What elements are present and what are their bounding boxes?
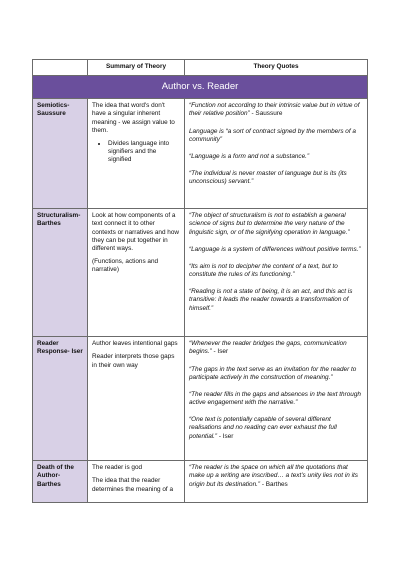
quote-text: “Language is a form and not a substance.” (189, 152, 310, 160)
quotes-cell (185, 337, 368, 461)
summary-cell (88, 99, 185, 209)
summary-text: (Functions, actions and narrative) (92, 258, 159, 274)
quote (189, 366, 363, 382)
table-row (33, 337, 368, 461)
quotes-cell (185, 461, 368, 503)
quote-attribution: - Saussure (249, 110, 283, 118)
summary-cell (88, 209, 185, 337)
quote-text: “One text is potentially capable of several different realisations and no reading can ever exhaust the full potential.” (189, 416, 337, 440)
quote-text: “Its aim is not to decipher the content of a text, but to constitute the rules of its functioning.” (189, 262, 338, 279)
summary-cell (88, 461, 185, 503)
quote (189, 391, 363, 407)
theory-name: Death of the Author- Barthes (33, 461, 88, 503)
quote (189, 212, 363, 237)
section-banner-row (33, 76, 368, 99)
table-row (33, 99, 368, 209)
quote (189, 340, 363, 356)
header-row (33, 60, 368, 76)
quote-text: “The object of structuralism is not to establish a general science of signs but to determine the very nature of the linguistic sign, or of the signifying operation in language.” (189, 212, 350, 236)
theory-name: Reader Response- Iser (33, 337, 88, 461)
quote (189, 416, 363, 441)
quotes-cell (185, 209, 368, 337)
quote (189, 263, 363, 279)
quote-text: Language is “a sort of contract signed by the members of a community” (189, 127, 356, 143)
quote-attribution: - Iser (217, 432, 234, 440)
quotes-cell (185, 99, 368, 209)
header-cell-quotes: Theory Quotes (185, 60, 368, 76)
quote-text: “The reader is the space on which all the quotations that make up a writing are inscribed… a text’s unity lies not in its origin but its destination.” (189, 464, 358, 488)
quote (189, 464, 363, 489)
quote-text: “Language is a system of differences without positive terms.” (189, 245, 361, 253)
quote (189, 102, 363, 118)
summary-bullet: • Divides language into signifiers and the signified (108, 140, 180, 165)
quote-attribution: - Iser (211, 348, 229, 356)
table-row (33, 461, 368, 503)
quote (189, 246, 363, 254)
header-cell-summary: Summary of Theory (88, 60, 185, 76)
theory-name: Structuralism- Barthes (33, 209, 88, 337)
quote (189, 170, 363, 186)
quote-text: “Function not according to their intrinsic value but in virtue of their relative position” (189, 102, 360, 118)
quote-attribution: - Barthes (260, 480, 288, 488)
summary-text: Author leaves intentional gaps (92, 340, 178, 348)
quote (189, 128, 363, 144)
section-title: Author vs. Reader (33, 76, 368, 99)
quote-text: “The individual is never master of language but is its (its unconscious) servant.” (189, 170, 347, 186)
summary-cell (88, 337, 185, 461)
summary-text: Reader interprets those gaps in their own way (92, 353, 175, 369)
summary-text: The reader is god (92, 464, 143, 472)
quote-text: “The gaps in the text serve as an invitation for the reader to participate actively in the construction of meaning.” (189, 365, 357, 381)
summary-text: The idea that word's don't have a singular inherent meaning - we assign value to them. (92, 102, 175, 134)
quote-text: “The reader fills in the gaps and absences in the text through active engagement with the narrative.” (189, 390, 361, 407)
summary-text: The idea that the reader determines the meaning of a (92, 477, 173, 493)
quote (189, 153, 363, 161)
table-row (33, 209, 368, 337)
quote-text: “Reading is not a state of being, it is an act, and this act is transitive: it leads the reader towards a transformation of himself.” (189, 288, 353, 312)
table-body (33, 76, 368, 503)
theory-table (32, 59, 368, 503)
header-cell-theory (33, 60, 88, 76)
quote-text: “Whenever the reader bridges the gaps, communication begins.” (189, 340, 347, 356)
summary-text: Look at how components of a text connect it to other contexts or narratives and how they can be put together in different ways. (92, 212, 180, 252)
summary-bullet-list (92, 140, 180, 165)
theory-name: Semiotics- Saussure (33, 99, 88, 209)
quote (189, 288, 363, 313)
